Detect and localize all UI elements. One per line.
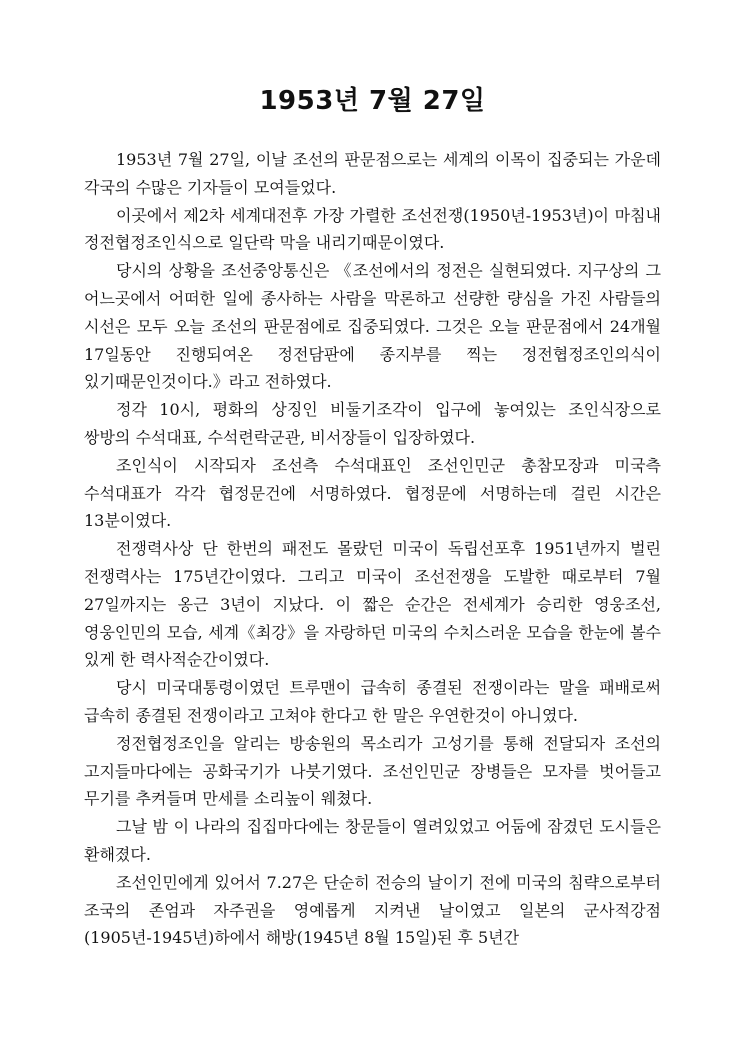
paragraph-4: 정각 10시, 평화의 상징인 비둘기조각이 입구에 놓여있는 조인식장으로 쌍방의 수석대표, 수석련락군관, 비서장들이 입장하였다. — [84, 400, 661, 447]
paragraph-1: 1953년 7월 27일, 이날 조선의 판문점으로는 세계의 이목이 집중되는 가운데 각국의 수많은 기자들이 모여들었다. — [84, 150, 661, 197]
page-title: 1953년 7월 27일 — [259, 86, 486, 116]
paragraph-10: 조선인민에게 있어서 7.27은 단순히 전승의 날이기 전에 미국의 침략으로부터 조국의 존엄과 자주권을 영예롭게 지켜낸 날이였고 일본의 군사적강점(1905년-1945년)하에서 해방(1945년 8월 15일)된 후 5년간 — [84, 872, 661, 948]
paragraph-8: 정전협정조인을 알리는 방송원의 목소리가 고성기를 통해 전달되자 조선의 고지들마다에는 공화국기가 나붓기였다. 조선인민군 장병들은 모자를 벗어들고 무기를 추켜들며 만세를 소리높이 웨쳤다. — [84, 733, 661, 809]
paragraph-3: 당시의 상황을 조선중앙통신은 《조선에서의 정전은 실현되였다. 지구상의 그 어느곳에서 어떠한 일에 종사하는 사람을 막론하고 선량한 량심을 가진 사람들의 시선은 모두 오늘 조선의 판문점에로 집중되였다. 그것은 오늘 판문점에서 24개월 17일동안 진행되여온 정전담판에 종지부를 찍는 정전협정조인의식이 있기때문인것이다.》라고 전하였다. — [84, 261, 661, 392]
article-body — [84, 146, 661, 952]
paragraph-5: 조인식이 시작되자 조선측 수석대표인 조선인민군 총참모장과 미국측 수석대표가 각각 협정문건에 서명하였다. 협정문에 서명하는데 걸린 시간은 13분이였다. — [84, 455, 661, 531]
paragraph-2: 이곳에서 제2차 세계대전후 가장 가렬한 조선전쟁(1950년-1953년)이 마침내 정전협정조인식으로 일단락 막을 내리기때문이였다. — [84, 205, 661, 253]
paragraph-6: 전쟁력사상 단 한번의 패전도 몰랐던 미국이 독립선포후 1951년까지 벌린 전쟁력사는 175년간이였다. 그리고 미국이 조선전쟁을 도발한 때로부터 7월 27일까지는 옹근 3년이 지났다. 이 짧은 순간은 전세계가 승리한 영웅조선, 영웅인민의 모습, 세계《최강》을 자랑하던 미국의 수치스러운 모습을 한눈에 볼수 있게 한 력사적순간이였다. — [84, 539, 661, 670]
paragraph-9: 그날 밤 이 나라의 집집마다에는 창문들이 열려있었고 어둠에 잠겼던 도시들은 환해졌다. — [84, 817, 661, 864]
paragraph-7: 당시 미국대통령이였던 트루맨이 급속히 종결된 전쟁이라는 말을 패배로써 급속히 종결된 전쟁이라고 고쳐야 한다고 한 말은 우연한것이 아니였다. — [84, 678, 661, 725]
